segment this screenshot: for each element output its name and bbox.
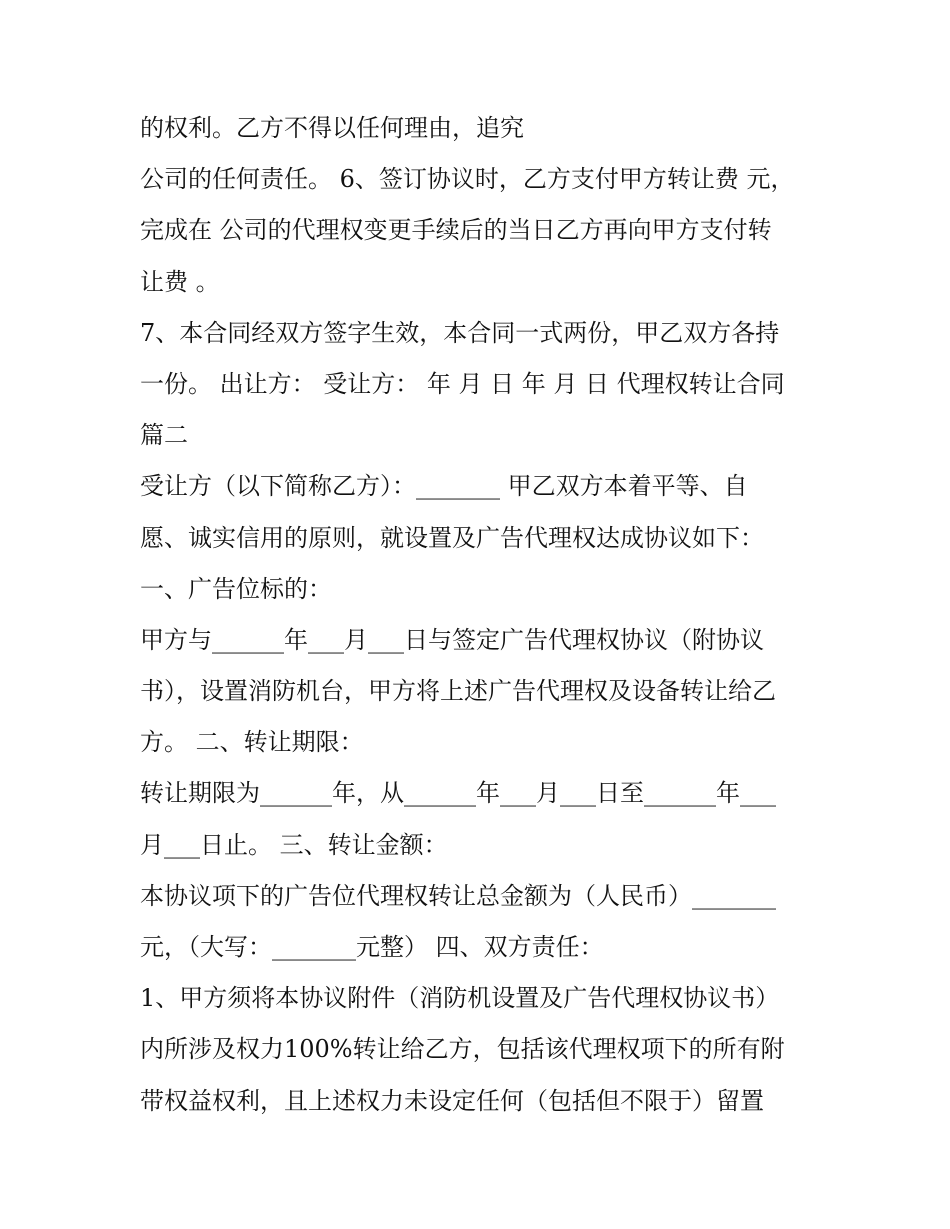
clause-heading: 一、广告位标的： xyxy=(140,574,332,603)
text-line: 7、本合同经双方签字生效，本合同一式两份，甲乙双方各持 xyxy=(140,318,780,347)
text-line: 让费 。 xyxy=(140,267,220,296)
text-line: 书），设置消防机台，甲方将上述广告代理权及设备转让给乙 xyxy=(140,677,776,706)
text-line: 公司的任何责任。 6、签订协议时，乙方支付甲方转让费 元， xyxy=(140,165,795,194)
text-line: 完成在 公司的代理权变更手续后的当日乙方再向甲方支付转 xyxy=(140,216,772,245)
text-line: 的权利。乙方不得以任何理由，追究 xyxy=(140,114,524,142)
text-line: 本协议项下的广告位代理权转让总金额为（人民币）_______ xyxy=(140,881,776,910)
text-line: 甲方与______年___月___日与签定广告代理权协议（附协议 xyxy=(140,625,764,654)
section-heading: 篇二 xyxy=(140,421,188,450)
document-body xyxy=(140,103,820,1127)
text-line: 转让期限为______年，从______年___月___日至______年___ xyxy=(140,779,776,808)
text-line: 1、甲方须将本协议附件（消防机设置及广告代理权协议书） xyxy=(140,984,780,1013)
text-line: 月___日止。 三、转让金额： xyxy=(140,830,448,859)
text-line: 愿、诚实信用的原则，就设置及广告代理权达成协议如下： xyxy=(140,523,764,552)
text-line: 方。 二、转让期限： xyxy=(140,728,364,757)
text-line: 受让方（以下简称乙方）：_______ 甲乙双方本着平等、自 xyxy=(140,472,748,501)
text-line: 内所涉及权力100%转让给乙方，包括该代理权项下的所有附 xyxy=(140,1035,785,1064)
text-line: 带权益权利，且上述权力未设定任何（包括但不限于）留置 xyxy=(140,1086,764,1115)
text-line: 元，（大写：_______元整） 四、双方责任： xyxy=(140,933,604,961)
text-line: 一份。 出让方： 受让方： 年 月 日 年 月 日 代理权转让合同 xyxy=(140,369,785,398)
